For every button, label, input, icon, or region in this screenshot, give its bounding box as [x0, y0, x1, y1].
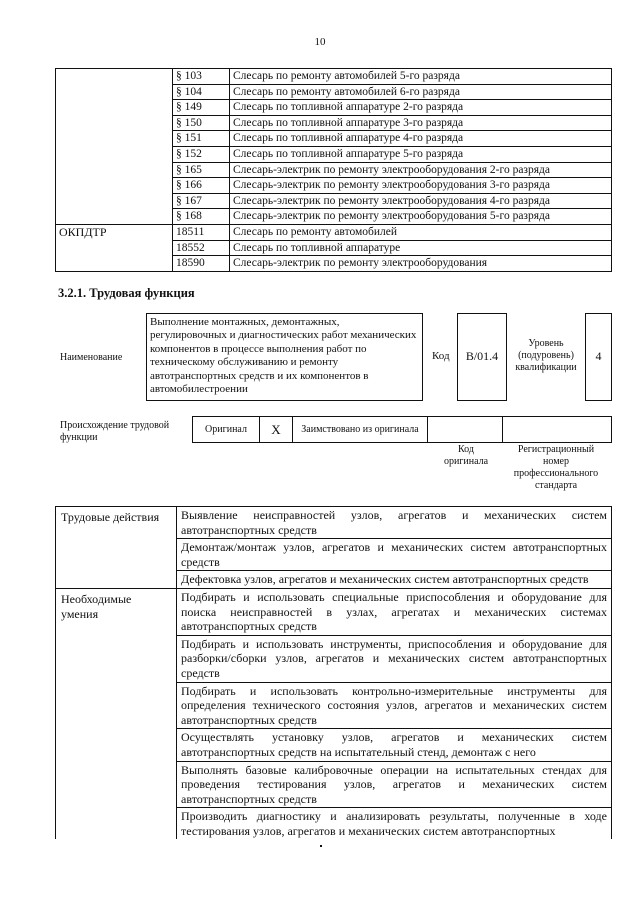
row-header-cell: [56, 635, 177, 682]
codes-group-cell: [56, 146, 173, 162]
codes-row: [56, 256, 612, 272]
name-label: Наименование: [60, 352, 123, 363]
main-table-row: [56, 588, 612, 635]
codes-name-cell: Слесарь-электрик по ремонту электрооборудования 4-го разряда: [230, 193, 612, 209]
section-heading: 3.2.1. Трудовая функция: [58, 286, 195, 300]
main-table-row: [56, 539, 612, 571]
codes-code-cell: 18552: [173, 240, 230, 256]
codes-code-cell: § 151: [173, 131, 230, 147]
row-header-cell: [56, 682, 177, 729]
codes-group-cell: [56, 256, 173, 272]
original-code-cell: [428, 417, 503, 443]
row-text-cell: Выполнять базовые калибровочные операции на испытательных стендах для проведения тестирования узлов, агрегатов и механических систем автотранспортных средств: [177, 761, 612, 808]
codes-row: [56, 193, 612, 209]
codes-name-cell: Слесарь-электрик по ремонту электрооборудования 5-го разряда: [230, 209, 612, 225]
original-code-caption: Код оригинала: [443, 444, 489, 467]
row-header-cell: [56, 539, 177, 571]
codes-name-cell: Слесарь по ремонту автомобилей 6-го разряда: [230, 84, 612, 100]
codes-group-cell: [56, 69, 173, 85]
codes-name-cell: Слесарь по топливной аппаратуре 4-го разряда: [230, 131, 612, 147]
codes-row: [56, 209, 612, 225]
row-text-cell: Подбирать и использовать контрольно-измерительные инструменты для определения технического состояния узлов, агрегатов и механических систем автотранспортных средств: [177, 682, 612, 729]
main-table-row: [56, 729, 612, 761]
row-text-cell: Демонтаж/монтаж узлов, агрегатов и механических систем автотранспортных средств: [177, 539, 612, 571]
codes-group-cell: [56, 162, 173, 178]
origin-table: [192, 416, 612, 443]
labor-function-code: В/01.4: [457, 313, 507, 401]
codes-group-cell: [56, 240, 173, 256]
row-text-cell: Подбирать и использовать инструменты, приспособления и оборудование для разборки/сборки узлов, агрегатов и механических систем автотранспортных средств: [177, 635, 612, 682]
main-table-row: [56, 507, 612, 539]
classification-codes-table: [55, 68, 612, 272]
codes-row: [56, 84, 612, 100]
codes-group-cell: [56, 84, 173, 100]
qualification-level-value: 4: [585, 313, 612, 401]
codes-code-cell: § 167: [173, 193, 230, 209]
codes-name-cell: Слесарь по топливной аппаратуре 3-го разряда: [230, 115, 612, 131]
codes-code-cell: § 168: [173, 209, 230, 225]
codes-group-cell: [56, 193, 173, 209]
labor-function-table: [55, 506, 612, 839]
labor-function-name: Выполнение монтажных, демонтажных, регулировочных и диагностических работ механических компонентов в процессе выполнения работ по техническому обслуживанию и ремонту автотранспортных средств и их компонентов в автомобилестроении: [146, 313, 423, 401]
codes-code-cell: § 152: [173, 146, 230, 162]
codes-name-cell: Слесарь по ремонту автомобилей 5-го разряда: [230, 69, 612, 85]
registration-number-cell: [503, 417, 612, 443]
codes-group-cell: ОКПДТР: [56, 224, 173, 240]
codes-row: [56, 178, 612, 194]
codes-row: [56, 224, 612, 240]
row-header-cell: [56, 761, 177, 808]
codes-code-cell: § 103: [173, 69, 230, 85]
row-header-cell: [56, 808, 177, 840]
codes-code-cell: 18511: [173, 224, 230, 240]
codes-row: [56, 240, 612, 256]
original-label: Оригинал: [193, 417, 260, 443]
codes-code-cell: § 166: [173, 178, 230, 194]
codes-row: [56, 115, 612, 131]
code-label: Код: [432, 350, 450, 362]
codes-group-cell: [56, 209, 173, 225]
codes-row: [56, 100, 612, 116]
codes-code-cell: § 149: [173, 100, 230, 116]
codes-name-cell: Слесарь по топливной аппаратуре 5-го разряда: [230, 146, 612, 162]
origin-label: Происхождение трудовой функции: [60, 420, 170, 443]
codes-name-cell: Слесарь по топливной аппаратуре 2-го разряда: [230, 100, 612, 116]
codes-row: [56, 162, 612, 178]
main-table-row: [56, 635, 612, 682]
codes-name-cell: Слесарь-электрик по ремонту электрооборудования: [230, 256, 612, 272]
row-header-cell: Трудовые действия: [56, 507, 177, 539]
codes-code-cell: § 150: [173, 115, 230, 131]
row-header-cell: Необходимые умения: [56, 588, 177, 635]
codes-name-cell: Слесарь-электрик по ремонту электрооборудования 3-го разряда: [230, 178, 612, 194]
borrowed-label: Заимствовано из оригинала: [293, 417, 428, 443]
codes-group-cell: [56, 100, 173, 116]
original-mark: X: [260, 417, 293, 443]
main-table-row: [56, 571, 612, 589]
codes-row: [56, 131, 612, 147]
main-table-row: [56, 808, 612, 840]
codes-group-cell: [56, 115, 173, 131]
row-text-cell: Подбирать и использовать специальные приспособления и оборудование для поиска неисправностей в узлах, агрегатах и механических системах автотранспортных средств: [177, 588, 612, 635]
codes-code-cell: § 104: [173, 84, 230, 100]
stray-dot: [320, 845, 322, 847]
row-text-cell: Производить диагностику и анализировать результаты, полученные в ходе тестирования узлов, агрегатов и механических систем автотранспортных: [177, 808, 612, 840]
page-number: 10: [314, 36, 326, 48]
codes-code-cell: § 165: [173, 162, 230, 178]
codes-name-cell: Слесарь по топливной аппаратуре: [230, 240, 612, 256]
row-text-cell: Осуществлять установку узлов, агрегатов и механических систем автотранспортных средств на испытательный стенд, демонтаж с него: [177, 729, 612, 761]
main-table-row: [56, 761, 612, 808]
registration-number-caption: Регистрационный номер профессионального стандарта: [513, 444, 599, 491]
row-header-cell: [56, 571, 177, 589]
codes-group-cell: [56, 178, 173, 194]
codes-row: [56, 146, 612, 162]
codes-row: [56, 69, 612, 85]
codes-name-cell: Слесарь-электрик по ремонту электрооборудования 2-го разряда: [230, 162, 612, 178]
row-text-cell: Дефектовка узлов, агрегатов и механических систем автотранспортных средств: [177, 571, 612, 589]
qualification-level-label: Уровень (подуровень) квалификации: [515, 338, 577, 373]
codes-code-cell: 18590: [173, 256, 230, 272]
row-text-cell: Выявление неисправностей узлов, агрегатов и механических систем автотранспортных средств: [177, 507, 612, 539]
codes-group-cell: [56, 131, 173, 147]
main-table-row: [56, 682, 612, 729]
codes-name-cell: Слесарь по ремонту автомобилей: [230, 224, 612, 240]
row-header-cell: [56, 729, 177, 761]
